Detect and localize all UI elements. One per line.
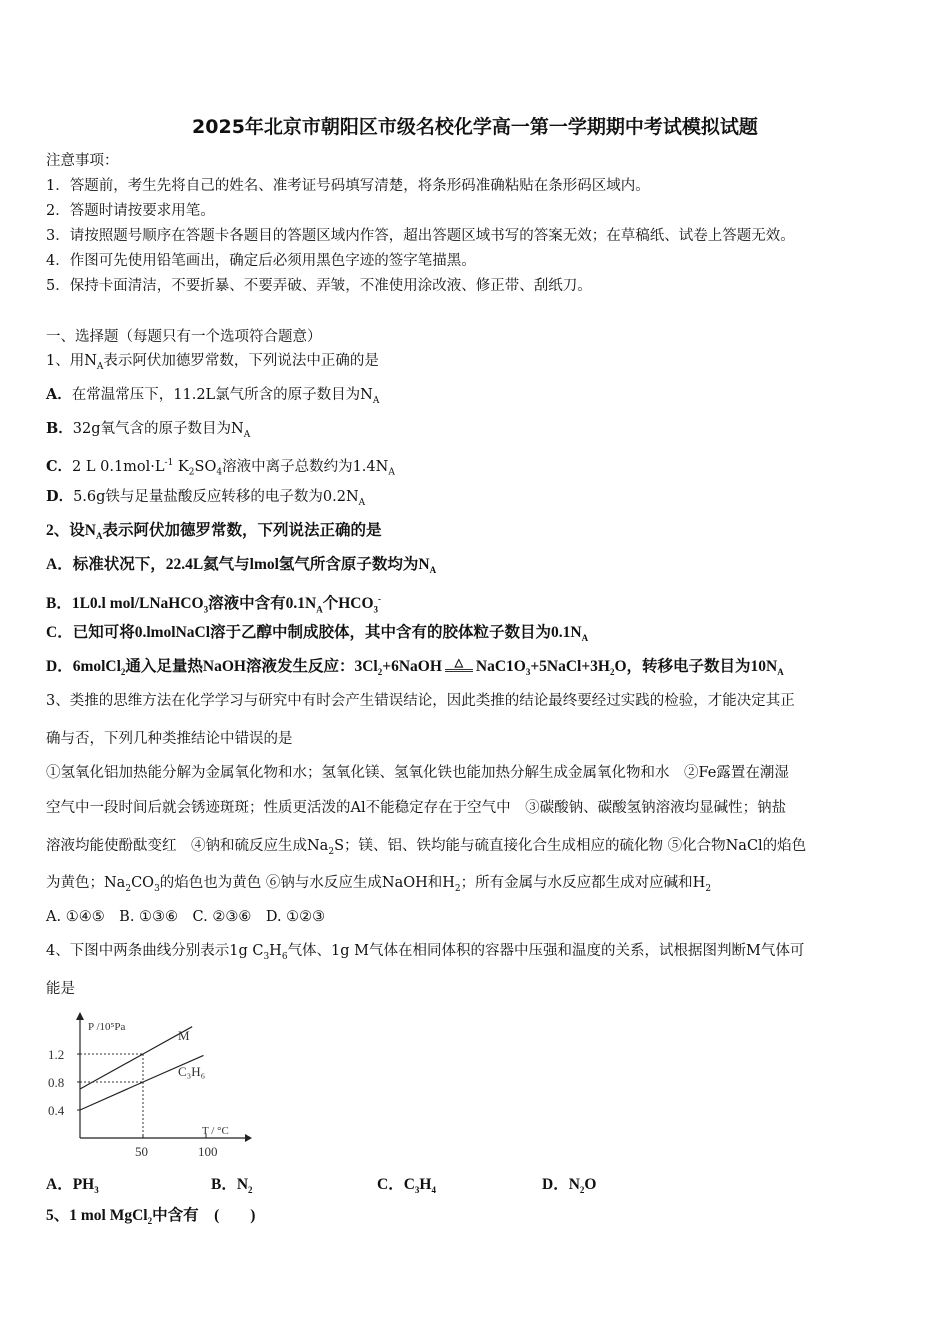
q4-option-d: D．$N_2O$: [542, 1176, 597, 1196]
text-segment: ①氢氧化铝加热能分解为金属氧化物和水；氢氧化镁、氢氧化铁也能加热分解生成金属氧化物和水 ②Fe露置在潮湿: [46, 765, 789, 781]
text-segment: 2、设N: [46, 522, 96, 539]
text-segment: 6: [281, 951, 288, 962]
notice-item: 3．请按照题号顺序在答题卡各题目的答题区域内作答，超出答题区域书写的答案无效；在草稿纸、试卷上答题无效。: [46, 228, 795, 244]
text-segment: 溶液均能使酚酞变红 ④钠和硫反应生成Na: [46, 838, 329, 854]
text-segment: A: [372, 395, 380, 406]
x-tick-label: 50: [135, 1144, 148, 1159]
text-segment: 5、1 mol MgCl: [46, 1207, 148, 1224]
text-segment: A．标准状况下，22.4L氦气与lmol氢气所含原子数均为N: [46, 556, 430, 573]
text-segment: 通入足量热NaOH溶液发生反应：3Cl: [125, 658, 378, 675]
text-line: [46, 521, 381, 546]
text-line: [46, 941, 804, 967]
x-axis-label: T / °C: [202, 1125, 229, 1137]
text-line: [46, 327, 322, 347]
text-segment: 溶液中含有0.1N: [208, 595, 317, 613]
text-segment: A．: [46, 386, 72, 403]
series-line-m: [80, 1027, 192, 1089]
y-tick-label: 0.8: [48, 1075, 65, 1090]
q4-option-b: B．$N_2$: [211, 1176, 253, 1196]
text-segment: 空气中一段时间后就会锈迹斑斑；性质更活泼的Al不能稳定存在于空气中 ③碳酸钠、碳酸氢钠溶液均显碱性；钠盐: [46, 800, 787, 816]
series-label-c3h6: C₃H₆: [178, 1064, 206, 1079]
text-line: [46, 1206, 255, 1231]
text-segment: A: [777, 667, 784, 678]
text-segment: 2: [125, 883, 132, 894]
text-segment: △: [445, 657, 473, 672]
text-line: [46, 873, 711, 899]
text-segment: 表示阿伏加德罗常数，下列说法正确的是: [102, 522, 382, 539]
text-segment: A: [95, 531, 103, 542]
text-line: [46, 798, 786, 818]
text-segment: A: [388, 467, 395, 478]
text-segment: 中含有 ( ): [152, 1207, 256, 1224]
y-axis-label: P /10⁵Pa: [88, 1021, 126, 1033]
x-axis-arrow-icon: [245, 1134, 252, 1142]
y-tick-label: 1.2: [48, 1047, 65, 1062]
text-segment: 32g氧气含的原子数目为N: [72, 421, 244, 437]
text-segment: 3: [263, 951, 270, 962]
text-segment: 4、下图中两条曲线分别表示1g C: [46, 943, 264, 959]
text-segment: A: [243, 429, 251, 440]
text-line: [46, 979, 75, 999]
text-segment: 为黄色；Na: [46, 875, 126, 891]
text-segment: D．6molCl: [46, 658, 121, 675]
x-tick-label: 100: [198, 1144, 218, 1159]
text-segment: 2: [120, 667, 126, 678]
text-line: [46, 623, 588, 648]
text-segment: 3: [373, 604, 378, 615]
text-segment: 2 L 0.1mol·L: [72, 458, 165, 475]
text-segment: 在常温常压下，11.2L氯气所含的原子数目为N: [71, 387, 373, 403]
text-segment: 3: [154, 883, 160, 894]
text-segment: 气体、1g M气体在相同体积的容器中压强和温度的关系，试根据图判断M气体可: [287, 943, 805, 959]
text-segment: SO: [194, 458, 217, 475]
notice-heading: 注意事项：: [46, 153, 119, 169]
text-segment: 溶液中离子总数约为1.4N: [222, 458, 389, 475]
text-segment: 表示阿伏加德罗常数，下列说法中正确的是: [103, 353, 379, 369]
series-label-m: M: [178, 1028, 190, 1043]
text-segment: A: [96, 361, 104, 372]
q4-option-a: A．$PH_3$: [46, 1176, 99, 1196]
y-axis-arrow-icon: [76, 1012, 84, 1020]
text-segment: K: [173, 458, 189, 475]
text-segment: 2: [705, 883, 712, 894]
text-segment: A: [358, 497, 366, 508]
pressure-temperature-chart: [40, 1010, 260, 1160]
text-segment: C．: [46, 457, 73, 475]
text-segment: S；镁、铝、铁均能与硫直接化合生成相应的硫化物 ⑤化合物NaCl的焰色: [334, 838, 807, 854]
text-segment: 2: [377, 667, 383, 678]
text-segment: 2: [328, 846, 335, 857]
text-segment: O，转移电子数目为10N: [614, 658, 778, 675]
text-line: [46, 729, 293, 749]
text-segment: 能是: [46, 981, 75, 997]
text-segment: 3、类推的思维方法在化学学习与研究中有时会产生错误结论，因此类推的结论最终要经过实践的检验，才能决定其正: [46, 693, 795, 709]
text-segment: +6NaOH: [382, 658, 442, 675]
text-segment: 2: [147, 1216, 153, 1227]
y-tick-label: 0.4: [48, 1103, 65, 1118]
text-segment: 2: [610, 667, 615, 678]
text-line: [46, 589, 381, 619]
text-segment: NaC1O: [475, 658, 526, 675]
notice-item: 5．保持卡面清洁，不要折暴、不要弄破、弄皱，不准使用涂改液、修正带、刮纸刀。: [46, 278, 592, 294]
text-line: [46, 907, 325, 927]
text-line: [46, 419, 250, 445]
text-segment: CO: [131, 875, 155, 891]
text-segment: A: [581, 633, 589, 644]
notice-item: 2．答题时请按要求用笔。: [46, 203, 215, 219]
text-segment: 2: [188, 467, 195, 478]
q4-option-c: C．$C_3H_4$: [377, 1176, 436, 1196]
text-segment: -1: [164, 458, 174, 468]
text-line: [46, 657, 784, 682]
notice-item: 1．答题前，考生先将自己的姓名、准考证号码填写清楚，将条形码准确粘贴在条形码区域内。: [46, 178, 650, 194]
text-segment: 2: [454, 883, 461, 894]
text-segment: A: [429, 565, 437, 576]
text-segment: B．: [46, 420, 73, 437]
text-segment: 一、选择题（每题只有一个选项符合题意）: [46, 329, 322, 345]
text-segment: 3: [203, 604, 209, 615]
text-line: [46, 453, 395, 483]
text-segment: 的焰色也为黄色 ⑥钠与水反应生成NaOH和H: [159, 875, 455, 891]
text-segment: A: [316, 604, 323, 615]
text-segment: C．已知可将0.lmolNaCl溶于乙醇中制成胶体，其中含有的胶体粒子数目为0.1N: [46, 624, 582, 641]
text-line: [46, 385, 379, 411]
text-segment: B．1L0.l mol/LNaHCO: [46, 595, 204, 613]
text-line: [46, 555, 436, 580]
text-segment: -: [378, 594, 381, 604]
notice-item: 4．作图可先使用铅笔画出，确定后必须用黑色字迹的签字笔描黑。: [46, 253, 476, 269]
text-line: [46, 487, 365, 513]
page-title: 2025年北京市朝阳区市级名校化学高一第一学期期中考试模拟试题: [192, 116, 758, 138]
text-segment: 5.6g铁与足量盐酸反应转移的电子数为0.2N: [73, 489, 359, 505]
text-line: [46, 351, 379, 377]
text-segment: 1、用N: [46, 353, 97, 369]
text-segment: 4: [216, 467, 223, 478]
text-segment: A. ①④⑤ B. ①③⑥ C. ②③⑥ D. ①②③: [46, 909, 326, 925]
text-segment: H: [269, 943, 282, 959]
text-line: [46, 691, 795, 711]
text-line: [46, 763, 789, 783]
text-segment: 确与否，下列几种类推结论中错误的是: [46, 731, 293, 747]
text-segment: +5NaCl+3H: [530, 658, 610, 675]
text-segment: D．: [46, 488, 74, 505]
text-segment: ；所有金属与水反应都生成对应碱和H: [460, 875, 706, 891]
text-line: [46, 836, 806, 862]
text-segment: 个HCO: [322, 595, 374, 613]
text-segment: 3: [525, 667, 531, 678]
